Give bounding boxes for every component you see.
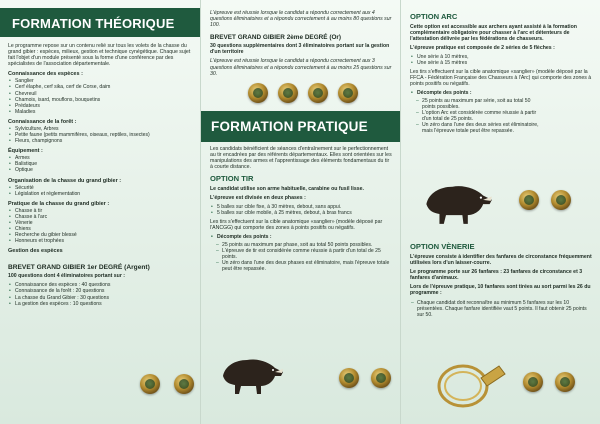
brevet1-title: BREVET GRAND GIBIER 1er DEGRÉ (Argent) bbox=[8, 264, 150, 272]
list-item: • 5 balles sur cible fixe, à 30 mètres, debout, sans appui. bbox=[217, 204, 393, 210]
list-item: – 25 points au maximum par série, soit au total 50 points possibles. bbox=[422, 98, 540, 110]
brevet2-title: BREVET GRAND GIBIER 2ème DEGRÉ (Or) bbox=[210, 34, 342, 42]
list-item: – Un zéro dans l'une des deux phases est éliminatoire, mais l'épreuve totale peut être repassée. bbox=[222, 260, 393, 272]
list-item: – Un zéro dans l'une des deux séries est éliminatoire, mais l'épreuve totale peut être repassée. bbox=[422, 122, 540, 134]
tir-points-list bbox=[210, 242, 393, 272]
sections bbox=[8, 71, 193, 254]
list-item: • La gestion des espèces : 10 questions bbox=[15, 301, 193, 307]
list-item: – L'épreuve de tir est considérée comme réussie à partir d'un total de 25 points. bbox=[222, 248, 393, 260]
list-item: • Optique bbox=[15, 167, 193, 173]
banner-formation-pratique: FORMATION PRATIQUE bbox=[201, 111, 400, 142]
section-heading: Gestion des espèces bbox=[8, 248, 63, 255]
list-item: • Une série à 10 mètres, bbox=[417, 54, 593, 60]
arc-points-title: • Décompte des points : bbox=[417, 90, 593, 96]
boar-icon bbox=[419, 178, 497, 226]
medal-icon bbox=[174, 374, 194, 394]
list-item: • Chasse à tir bbox=[15, 208, 193, 214]
list-item: • Petite faune (petits mammifères, oiseaux, reptiles, insectes) bbox=[15, 132, 193, 138]
venerie-block bbox=[410, 254, 592, 320]
column-formation-theorique bbox=[0, 0, 200, 424]
brevet1-list bbox=[8, 282, 193, 306]
section-list bbox=[8, 155, 193, 173]
banner-formation-theorique: FORMATION THÉORIQUE bbox=[0, 8, 200, 37]
option-arc-title: OPTION ARC bbox=[410, 12, 458, 21]
brevet1-note: L'épreuve est réussie lorsque le candidat a répondu correctement aux 4 questions éliminatoires et a répondu correctement à au moins 80 questions sur 100. bbox=[210, 10, 392, 29]
medal-icon bbox=[248, 83, 268, 103]
list-item: • Chevreuil bbox=[15, 91, 193, 97]
list-item: • Vènerie bbox=[15, 220, 193, 226]
list-item: • Honneurs et trophées bbox=[15, 238, 193, 244]
option-tir-title: OPTION TIR bbox=[210, 174, 254, 184]
option-venerie-title: OPTION VÈNERIE bbox=[410, 242, 475, 251]
list-item: • Fleurs, champignons bbox=[15, 138, 193, 144]
list-item: • Sécurité bbox=[15, 185, 193, 191]
medal-row bbox=[248, 83, 393, 103]
medal-icon bbox=[140, 374, 160, 394]
list-item: – Chaque candidat doit reconnaître au minimum 5 fanfares sur les 10 présentées. Chaque fanfare identifiée vaut 5 points. Il faut obtenir 25 points sur 50. bbox=[417, 300, 592, 318]
medal-icon bbox=[278, 83, 298, 103]
brevet2-note: L'épreuve est réussie lorsque le candidat a répondu correctement aux 3 questions éliminatoires et a répondu correctement à au moins 25 questions sur 30. bbox=[210, 58, 392, 77]
intro-text: Le programme repose sur un contenu relié sur tous les volets de la chasse du grand gibier : espèces, milieux, gestion et technique cynégétique. Chaque sujet fait l'objet d'un module présenté sous la forme d'une conférence par des spécialistes de l'association départementale. bbox=[8, 43, 191, 68]
tir-points-title: • Décompte des points : bbox=[217, 234, 393, 240]
list-item: • Sylviculture, Arbres bbox=[15, 126, 193, 132]
section-list bbox=[8, 185, 193, 197]
medal-icon bbox=[308, 83, 328, 103]
list-item: • Chasse à l'arc bbox=[15, 214, 193, 220]
column-options bbox=[400, 0, 600, 424]
medal-icon bbox=[339, 368, 359, 388]
list-item: • Chiens bbox=[15, 226, 193, 232]
medal-icon bbox=[371, 368, 391, 388]
arc-points-list bbox=[410, 98, 540, 135]
ven-p3: Lors de l'épreuve pratique, 10 fanfares sont tirées au sort parmi les 26 du programme : bbox=[410, 284, 591, 297]
tir-points-heading bbox=[210, 234, 393, 240]
section-heading: Connaissance de la forêt : bbox=[8, 118, 77, 125]
section-list bbox=[8, 78, 193, 115]
section-heading: Organisation de la chasse du grand gibier : bbox=[8, 177, 122, 184]
medal-icon bbox=[519, 190, 539, 210]
arc-points-heading bbox=[410, 90, 593, 96]
pratique-intro: Les candidats bénéficient de séances d'entraînement sur le perfectionnement au tir encadrées par des référents départementaux. Elles sont orientées sur les manipulations des armes et l'apprentissage des éléments fondamentaux du tir à courte distance. bbox=[210, 145, 392, 171]
ven-p2: Le programme porte sur 26 fanfares : 23 fanfares de circonstance et 3 fanfares d'animaux. bbox=[410, 269, 583, 282]
boar-icon bbox=[217, 352, 287, 396]
list-item: • Balistique bbox=[15, 161, 193, 167]
arc-p2: L'épreuve pratique est composée de 2 séries de 5 flèches : bbox=[410, 45, 555, 52]
list-item: • Législation et réglementation bbox=[15, 191, 193, 197]
tir-p3: Les tirs s'effectuent sur la cible anatomique «sanglier» (modèle déposé par l'ANCGG) qui comporte des zones à points positifs ou négatifs. bbox=[210, 218, 383, 231]
hunting-horn-icon bbox=[429, 356, 509, 414]
list-item: • La chasse du Grand Gibier : 30 questions bbox=[15, 295, 193, 301]
list-item: • Une série à 15 mètres bbox=[417, 60, 593, 66]
tir-list bbox=[210, 204, 393, 216]
list-item: • Sanglier bbox=[15, 78, 193, 84]
tir-p1: Le candidat utilise son arme habituelle, carabine ou fusil lisse. bbox=[210, 186, 364, 193]
list-item: – L'option Arc est considérée comme réussie à partir d'un total de 25 points. bbox=[422, 110, 540, 122]
tir-p2: L'épreuve est divisée en deux phases : bbox=[210, 195, 306, 202]
section-list bbox=[8, 126, 193, 144]
list-item: – 25 points au maximum par phase, soit au total 50 points possibles. bbox=[222, 242, 393, 248]
list-item: • Maladies bbox=[15, 109, 193, 115]
medal-icon bbox=[555, 372, 575, 392]
section-heading: Connaissance des espèces : bbox=[8, 71, 83, 78]
arc-list bbox=[410, 54, 593, 66]
list-item: • Prédateurs bbox=[15, 103, 193, 109]
list-item: • 5 balles sur cible mobile, à 25 mètres, debout, à bras francs bbox=[217, 210, 393, 216]
arc-p1: Cette option est accessible aux archers ayant assisté à la formation complémentaire obligatoire pour chasser à l'arc et détenteurs de l'attestation délivrée par les fédérations de chasseurs. bbox=[410, 24, 577, 43]
list-item: • Connaissance de la forêt : 20 questions bbox=[15, 288, 193, 294]
arc-p3: Les tirs s'effectuent sur la cible anatomique «sanglier» (modèle déposé par la FFCA - Fédération Française des Chasseurs à l'Arc) qui comporte des zones à points positifs ou négatifs. bbox=[410, 68, 592, 87]
brevet2-subtitle: 30 questions supplémentaires dont 3 éliminatoires portant sur la gestion d'un territoire bbox=[210, 43, 390, 56]
section-list bbox=[8, 208, 193, 245]
brevet1-subtitle: 100 questions dont 4 éliminatoires portant sur : bbox=[8, 273, 126, 280]
medal-icon bbox=[523, 372, 543, 392]
list-item: • Armes bbox=[15, 155, 193, 161]
medal-icon bbox=[551, 190, 571, 210]
list-item: • Chamois, isard, mouflons, bouquetins bbox=[15, 97, 193, 103]
column-formation-pratique bbox=[200, 0, 400, 424]
medal-icon bbox=[338, 83, 358, 103]
ven-list bbox=[410, 300, 592, 318]
section-heading: Équipement : bbox=[8, 148, 43, 155]
section-heading: Pratique de la chasse du grand gibier : bbox=[8, 200, 110, 207]
ven-p1: L'épreuve consiste à identifier des fanfares de circonstance fréquemment utilisées lors d'un laisser-courre. bbox=[410, 254, 592, 267]
list-item: • Connaissance des espèces : 40 questions bbox=[15, 282, 193, 288]
list-item: • Recherche du gibier blessé bbox=[15, 232, 193, 238]
list-item: • Cerf élaphe, cerf sika, cerf de Corse, daim bbox=[15, 84, 193, 90]
